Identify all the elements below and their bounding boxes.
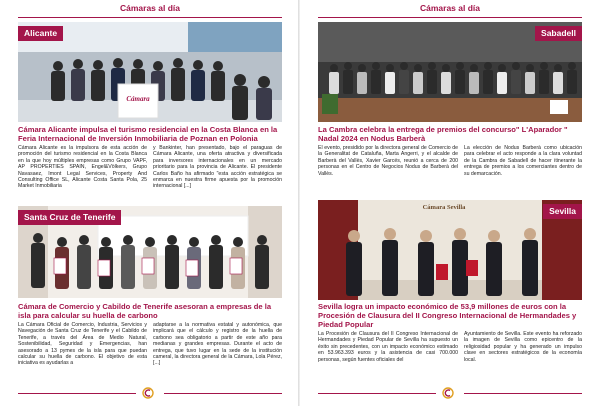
story-headline[interactable]: Sevilla logra un impacto económico de 53,9 millones de euros con la Procesión de Clausura del II Congreso Internacional de Hermandades y Piedad Popular [318, 302, 577, 329]
header-rule [18, 17, 282, 18]
story-headline[interactable]: Cámara Alicante impulsa el turismo residencial en la Costa Blanca en la Feria Internacional de Inversión Inmobiliaria de Poznan en Polonia [18, 125, 278, 143]
page-footer [18, 387, 282, 399]
story-text-col: La Cámara Oficial de Comercio, Industria, Servicios y Navegación de Santa Cruz de Tenerife y el Cabildo de Tenerife, a través del Área de Medio Natural, Sostenibilidad, Seguridad y Emergencias, han asesorado a 13 pymes de la isla para que puedan calcular su huella de carbono. El objetivo de esta iniciativa es ayudarlas a [18, 322, 147, 367]
page-header [18, 3, 282, 17]
location-tag-alicante: Alicante [18, 26, 63, 41]
story-text-col: adaptarse a la normativa estatal y autonómica, que implicará que el cálculo y registro de la huella de carbono sea obligatorio a partir de este año para medianas y grandes empresas. Durante el acto de entrega, que tuvo lugar en la sede de la institución cameral, la directora general de la Cámara, Lola Pérez, [...] [153, 322, 282, 367]
footer-rule [464, 393, 582, 394]
story-body [318, 331, 582, 363]
story-text-col: y Bankinter, han presentado, bajo el paraguas de Cámara Alicante, una oferta atractiva y diversificada para inversores internacionales en un mercado prioritario para la provincia de Alicante. El presidente Carlos Baño ha afirmado "esta acción estratégica se enmarca en nuestra firme apuesta por la promoción internacional [...] [153, 145, 282, 190]
tenerife-photo [18, 206, 282, 298]
sevilla-photo [318, 200, 582, 300]
sabadell-photo [318, 22, 582, 122]
header-rule [318, 17, 582, 18]
location-tag-sabadell: Sabadell [535, 26, 582, 41]
story-text-col: El evento, presidido por la directora general de Comercio de la Generalitat de Cataluña, Marta Angerri, y el alcalde de Barberà del Vallès, Xavier Garcés, reunió a cerca de 200 personas en el Centro de Negocios Nodus de Barberà del Vallès. [318, 145, 458, 177]
camara-logo-icon [442, 387, 454, 399]
photo-sign: Cámara Sevilla [422, 204, 466, 211]
story-headline[interactable]: Cámara de Comercio y Cabildo de Tenerife asesoran a empresas de la isla para calcular su huella de carbono [18, 302, 272, 320]
story-body [318, 145, 582, 177]
location-tag-tenerife: Santa Cruz de Tenerife [18, 210, 121, 225]
location-tag-sevilla: Sevilla [543, 204, 582, 219]
story-body [18, 145, 282, 190]
story-headline[interactable]: La Cambra celebra la entrega de premios del concurso" L'Aparador " Nadal 2024 en Nodus Barberà [318, 125, 568, 143]
camara-logo-icon [142, 387, 154, 399]
story-body [18, 322, 282, 367]
footer-rule [318, 393, 436, 394]
footer-rule [164, 393, 282, 394]
footer-rule [18, 393, 136, 394]
section-title: Cámaras al día [119, 3, 180, 13]
section-title: Cámaras al día [419, 3, 480, 13]
page-footer [318, 387, 582, 399]
story-text-col: La Procesión de Clausura del II Congreso Internacional de Hermandades y Piedad Popular de Sevilla ha supuesto un éxito sin precedentes, con un impacto económico estimado en 53.963.393 euros y la asistencia de casi 700.000 personas, según fuentes oficiales del [318, 331, 458, 363]
page-header [318, 3, 582, 17]
right-page [300, 0, 600, 406]
story-text-col: Cámara Alicante es la impulsora de esta acción de promoción del turismo residencial en la Costa Blanca en la que hoy múltiples empresas como Grupo VAPF, AP PROPERTIES SPAIN, Engel&Völkers, Grupo Navasaez, Imont Legal Services, Property And Consulting Office SL, Alicante Costa Santa Pola, 25 Market Inmobiliaria [18, 145, 147, 190]
story-text-col: La elección de Nodus Barberà como ubicación para celebrar el acto responde a la clara voluntad de la Cambra de Sabadell de hacer itinerante la entrega de premios a los comerciantes dentro de su demarcación. [464, 145, 582, 177]
story-text-col: Ayuntamiento de Sevilla. Este evento ha reforzado la imagen de Sevilla como epicentro de la religiosidad popular y ha generado un impulso clave en sectores estratégicos de la economía local. [464, 331, 582, 363]
photo-sign: Cámara [126, 95, 150, 103]
alicante-photo [18, 22, 282, 122]
